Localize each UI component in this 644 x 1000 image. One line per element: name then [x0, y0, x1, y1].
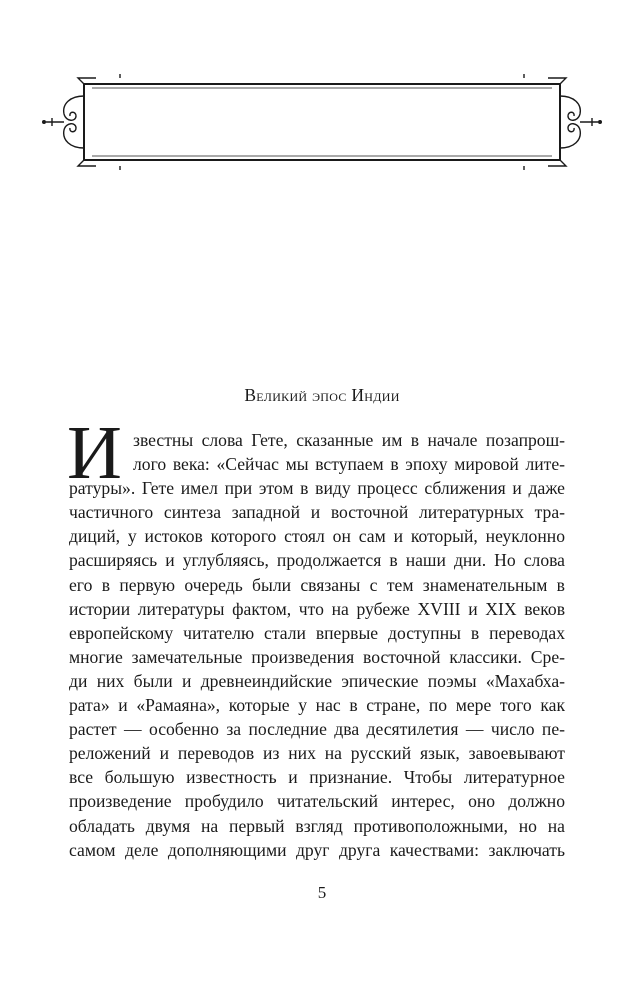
text-line: европейскому читателю стали впервые доступны в переводах	[69, 622, 565, 643]
text-line: расширяясь и углубляясь, продолжается в наши дни. Но слова	[69, 550, 565, 571]
drop-cap: И	[67, 411, 122, 495]
text-line: частичного синтеза западной и восточной литературных тра-	[69, 502, 565, 523]
text-line: реложений и переводов из них на русский язык, завоевывают	[69, 743, 565, 764]
text-line: лого века: «Сейчас мы вступаем в эпоху мировой лите-	[133, 454, 565, 475]
text-line: все большую известность и признание. Чтобы литературное	[69, 767, 565, 788]
text-line: звестны слова Гете, сказанные им в начале позапрош-	[133, 430, 565, 450]
text-line: ратуры». Гете имел при этом в виду процесс сближения и даже	[69, 478, 565, 499]
text-line: обладать двумя на первый взгляд противоположными, но на	[69, 815, 565, 836]
text-line: ди них были и древнеиндийские эпические поэмы «Махабха-	[69, 670, 565, 691]
chapter-title: Великий эпос Индии	[244, 385, 400, 405]
text-line: многие замечательные произведения восточной классики. Сре-	[69, 646, 565, 667]
text-line: рата» и «Рамаяна», которые у нас в стране, по мере того как	[69, 695, 565, 716]
body-text	[69, 428, 565, 862]
page-number: 5	[317, 883, 327, 902]
text-line: диций, у истоков которого стоял он сам и который, неуклонно	[69, 526, 565, 547]
text-line: самом деле дополняющими друг друга качествами: заключать	[69, 839, 565, 860]
text-line: его в первую очередь были связаны с тем знаменательным в	[69, 574, 565, 595]
text-line: истории литературы фактом, что на рубеже XVIII и XIX веков	[69, 598, 565, 619]
text-line: растет — особенно за последние два десятилетия — число пе-	[69, 719, 565, 740]
ornamental-frame	[40, 74, 604, 170]
text-line: произведение пробудило читательский интерес, оно должно	[69, 791, 565, 812]
